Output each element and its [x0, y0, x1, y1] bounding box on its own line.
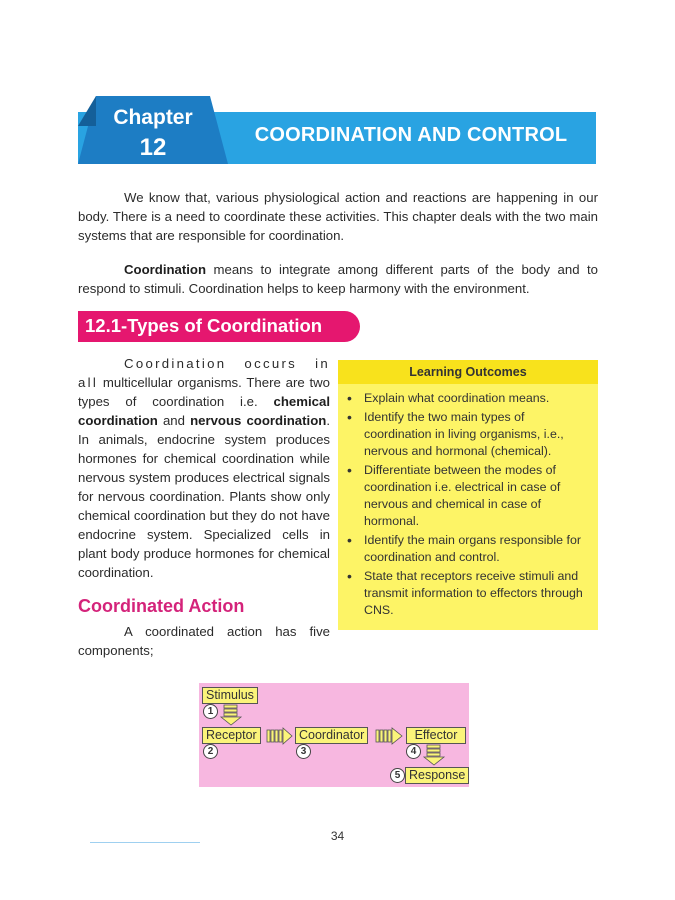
paragraph-and: and: [157, 413, 191, 428]
outcome-item: • State that receptors receive stimuli and transmit information to effectors through CNS.: [344, 568, 594, 620]
step-number-2: 2: [203, 744, 218, 759]
intro-paragraph: We know that, various physiological action and reactions are happening in our body. There is a need to coordinate these activities. This chapter deals with the two main systems that are responsible for coordination.: [78, 190, 598, 243]
right-arrow-icon: [266, 727, 294, 745]
term-nervous-coordination: nervous coordination: [190, 413, 327, 428]
diagram-receptor: Receptor: [202, 727, 261, 744]
outcome-item: • Explain what coordination means.: [344, 390, 594, 407]
down-arrow-icon: [219, 704, 243, 726]
page-number: 34: [330, 829, 345, 843]
diagram-stimulus: Stimulus: [202, 687, 258, 704]
learning-outcomes-title: Learning Outcomes: [409, 365, 527, 379]
coordinated-action-heading: Coordinated Action: [78, 596, 245, 616]
outcome-item: • Identify the two main types of coordination in living organisms, i.e., nervous and hormonal (chemical).: [344, 409, 594, 461]
types-paragraph: [78, 354, 330, 582]
chapter-title: COORDINATION AND CONTROL: [254, 124, 568, 146]
down-arrow-icon: [422, 744, 446, 766]
footer-rule: [90, 842, 200, 843]
diagram-effector: Effector: [406, 727, 466, 744]
paragraph-text-2: . In animals, endocrine system produces hormones for chemical coordination while nervous system produces electrical signals for nervous coordination. Plants show only chemical coordination but they do not have endocrine system. Specialized cells in plant body produce hormones for chemical coordination.: [78, 413, 330, 580]
right-arrow-icon: [375, 727, 405, 745]
section-title: 12.1-Types of Coordination: [85, 315, 323, 336]
step-number-4: 4: [406, 744, 421, 759]
diagram-coordinator: Coordinator: [295, 727, 368, 744]
chapter-number: 12: [139, 134, 167, 161]
chapter-label: Chapter: [113, 106, 193, 129]
step-number-3: 3: [296, 744, 311, 759]
learning-outcomes-list: [344, 390, 594, 621]
outcome-item: • Differentiate between the modes of coordination i.e. electrical in case of nervous and chemical in case of hormonal.: [344, 462, 594, 531]
step-number-5: 5: [390, 768, 405, 783]
term-chemical-coordination: chemical coordination: [78, 394, 330, 428]
outcome-item: • Identify the main organs responsible for coordination and control.: [344, 532, 594, 566]
term-coordination: Coordination: [124, 262, 207, 277]
coordination-definition: [78, 260, 598, 298]
definition-text: means to integrate among different parts of the body and to respond to stimuli. Coordination helps to keep harmony with the environment.: [78, 262, 598, 296]
paragraph-text-1: multicellular organisms. There are two types of coordination i.e.: [78, 375, 330, 409]
diagram-response: Response: [405, 767, 469, 784]
step-number-1: 1: [203, 704, 218, 719]
paragraph-lead: Coordination occurs in all: [78, 356, 330, 390]
coordinated-action-text: A coordinated action has five components;: [78, 624, 330, 658]
